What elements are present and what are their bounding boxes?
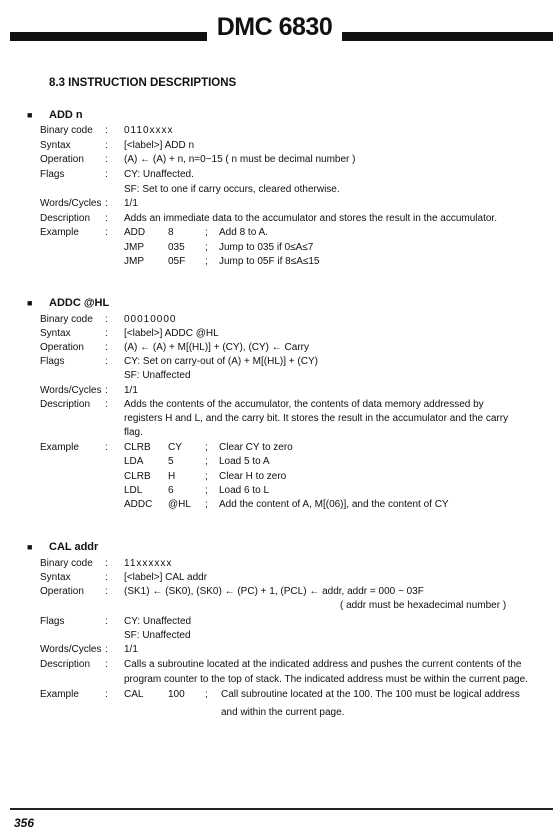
instruction-title-add	[27, 109, 83, 121]
instruction-name: CAL addr	[49, 541, 99, 553]
syntax-value: [<label>] ADD n	[124, 140, 195, 151]
colon: :	[105, 356, 108, 367]
example-comment: Call subroutine located at the 100. The 100 must be logical address	[221, 689, 520, 700]
field-label: Example	[40, 442, 79, 453]
example-op: ADD	[124, 227, 146, 238]
example-arg: 5	[168, 456, 174, 467]
colon: :	[105, 328, 108, 339]
example-op: JMP	[124, 256, 144, 267]
example-op: LDA	[124, 456, 144, 467]
page-header-title: DMC 6830	[216, 13, 333, 41]
example-semicolon: ;	[205, 499, 208, 510]
colon: :	[105, 227, 108, 238]
colon: :	[105, 586, 108, 597]
field-label: Flags	[40, 169, 65, 180]
operation-value: (A) ← (A) + M[(HL)] + (CY), (CY) ← Carry	[124, 342, 309, 353]
description-text: Adds an immediate data to the accumulator and stores the result in the accumulator.	[124, 213, 497, 224]
example-arg: @HL	[168, 499, 191, 510]
field-label: Operation	[40, 586, 84, 597]
example-comment: Clear CY to zero	[219, 442, 293, 453]
field-label: Description	[40, 399, 91, 410]
example-semicolon: ;	[205, 456, 208, 467]
colon: :	[105, 572, 108, 583]
example-arg: H	[168, 471, 176, 482]
example-comment-continued: and within the current page.	[221, 707, 345, 718]
operation-value: (A) ← (A) + n, n=0~15 ( n must be decimal number )	[124, 154, 356, 165]
section-title: 8.3 INSTRUCTION DESCRIPTIONS	[49, 77, 237, 89]
colon: :	[105, 399, 108, 410]
colon: :	[105, 169, 108, 180]
description-text: flag.	[124, 427, 143, 438]
page-number: 356	[14, 816, 35, 830]
field-label: Binary code	[40, 125, 93, 136]
example-semicolon: ;	[205, 256, 208, 267]
example-semicolon: ;	[205, 442, 208, 453]
field-label: Description	[40, 659, 91, 670]
example-comment: Jump to 035 if 0≤A≤7	[219, 242, 314, 253]
description-text: Calls a subroutine located at the indicated address and pushes the current contents of the	[124, 659, 522, 670]
colon: :	[105, 342, 108, 353]
bullet-icon: ■	[27, 542, 33, 552]
flags-sf: SF: Unaffected	[124, 370, 191, 381]
example-arg: 8	[168, 227, 174, 238]
flags-cy: CY: Unaffected	[124, 616, 192, 627]
example-semicolon: ;	[205, 485, 208, 496]
field-label: Binary code	[40, 314, 93, 325]
colon: :	[105, 213, 108, 224]
binary-code: 00010000	[124, 314, 177, 325]
example-arg: CY	[168, 442, 182, 453]
example-op: CAL	[124, 689, 144, 700]
example-comment: Clear H to zero	[219, 471, 287, 482]
flags-sf: SF: Unaffected	[124, 630, 191, 641]
instruction-name: ADD n	[49, 109, 83, 121]
binary-code: 0110xxxx	[124, 125, 174, 136]
example-op: CLRB	[124, 442, 151, 453]
field-label: Description	[40, 213, 91, 224]
example-semicolon: ;	[205, 227, 208, 238]
header-rule-left	[10, 32, 207, 41]
colon: :	[105, 154, 108, 165]
field-label: Flags	[40, 616, 65, 627]
field-label: Example	[40, 227, 79, 238]
example-op: CLRB	[124, 471, 151, 482]
colon: :	[105, 644, 108, 655]
field-label: Syntax	[40, 140, 71, 151]
field-label: Flags	[40, 356, 65, 367]
footer-rule	[10, 808, 553, 810]
description-text: Adds the contents of the accumulator, the contents of data memory addressed by	[124, 399, 484, 410]
description-text: program counter to the top of stack. The indicated address must be within the current page.	[124, 674, 528, 685]
words-value: 1/1	[124, 198, 138, 209]
operation-note: ( addr must be hexadecimal number )	[340, 600, 507, 611]
example-arg: 6	[168, 485, 174, 496]
example-arg: 035	[168, 242, 185, 253]
example-op: JMP	[124, 242, 144, 253]
colon: :	[105, 689, 108, 700]
field-label: Operation	[40, 154, 84, 165]
field-label: Words/Cycles	[40, 385, 102, 396]
colon: :	[105, 616, 108, 627]
example-comment: Add the content of A, M[(06)], and the content of CY	[219, 499, 449, 510]
example-comment: Add 8 to A.	[219, 227, 268, 238]
bullet-icon: ■	[27, 298, 33, 308]
syntax-value: [<label>] ADDC @HL	[124, 328, 219, 339]
words-value: 1/1	[124, 644, 138, 655]
header-rule-right	[342, 32, 553, 41]
colon: :	[105, 125, 108, 136]
bullet-icon: ■	[27, 110, 33, 120]
field-label: Syntax	[40, 328, 71, 339]
description-text: registers H and L, and the carry bit. It stores the result in the accumulator and the carry	[124, 413, 509, 424]
colon: :	[105, 558, 108, 569]
colon: :	[105, 314, 108, 325]
words-value: 1/1	[124, 385, 138, 396]
flags-cy: CY: Set on carry-out of (A) + M[(HL)] + (CY)	[124, 356, 318, 367]
binary-code: 11xxxxxx	[124, 558, 173, 569]
example-semicolon: ;	[205, 242, 208, 253]
field-label: Syntax	[40, 572, 71, 583]
example-arg: 05F	[168, 256, 186, 267]
field-label: Words/Cycles	[40, 198, 102, 209]
syntax-value: [<label>] CAL addr	[124, 572, 208, 583]
field-label: Binary code	[40, 558, 93, 569]
field-label: Operation	[40, 342, 84, 353]
example-arg: 100	[168, 689, 185, 700]
colon: :	[105, 140, 108, 151]
colon: :	[105, 198, 108, 209]
colon: :	[105, 385, 108, 396]
field-label: Words/Cycles	[40, 644, 102, 655]
example-semicolon: ;	[205, 689, 208, 700]
instruction-title-cal	[27, 541, 98, 553]
example-comment: Jump to 05F if 8≤A≤15	[219, 256, 320, 267]
example-semicolon: ;	[205, 471, 208, 482]
flags-cy: CY: Unaffected.	[124, 169, 194, 180]
operation-value: (SK1) ← (SK0), (SK0) ← (PC) + 1, (PCL) ← addr, addr = 000 ~ 03F	[124, 586, 424, 597]
colon: :	[105, 442, 108, 453]
instruction-name: ADDC @HL	[49, 297, 110, 309]
example-comment: Load 6 to L	[219, 485, 270, 496]
colon: :	[105, 659, 108, 670]
flags-sf: SF: Set to one if carry occurs, cleared otherwise.	[124, 184, 340, 195]
example-op: LDL	[124, 485, 143, 496]
instruction-title-addc	[27, 297, 109, 309]
example-comment: Load 5 to A	[219, 456, 270, 467]
example-op: ADDC	[124, 499, 153, 510]
field-label: Example	[40, 689, 79, 700]
